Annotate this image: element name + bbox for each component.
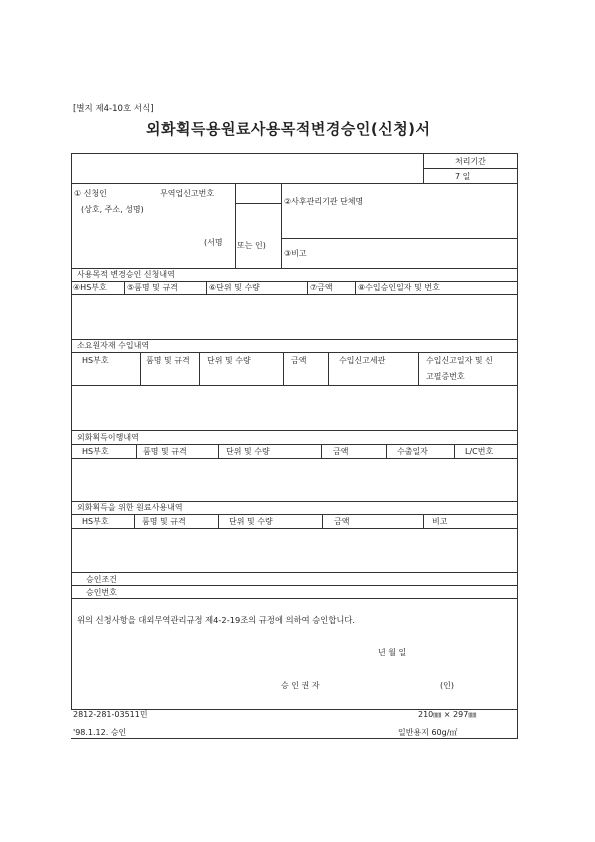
trade-registration-label: 무역업신고번호 [160,189,215,198]
row-line [71,183,518,184]
change-section-heading: 사용목적 변경승인 신청내역 [77,270,175,279]
usage-section-heading: 외화획득을 위한 원료사용내역 [77,503,183,512]
signature-label: (서명 [204,238,223,247]
row-line [71,430,518,431]
processing-period-label: 처리기간 [455,157,486,166]
row-line [71,339,518,340]
performance-col-name: 품명 및 규격 [143,447,187,456]
row-line [71,385,518,386]
change-col-unit: ⑥단위 및 수량 [209,283,260,292]
applicant-sub-label: (상호, 주소, 성명) [81,205,144,214]
applicant-divider [235,183,236,268]
performance-col-hs: HS부호 [82,447,109,456]
performance-col-unit: 단위 및 수량 [226,447,270,456]
approver-label: 승 인 권 자 [281,681,320,690]
change-col-amount: ⑦금액 [310,283,333,292]
processing-row-line [423,168,518,169]
signature-or-seal-label: 또는 인) [237,241,266,250]
paper-size: 210㎜ × 297㎜ [418,710,477,719]
approval-number-label: 승인번호 [86,588,117,597]
row-line [71,572,518,573]
import-col-declaration-1: 수입신고일자 및 신 [426,356,493,365]
import-col-hs: HS부호 [82,356,109,365]
performance-section-heading: 외화획득이행내역 [77,433,139,442]
col-divider [140,352,141,385]
import-section-heading: 소요원자재 수입내역 [77,341,150,350]
usage-col-unit: 단위 및 수량 [229,517,273,526]
change-col-name: ⑤품명 및 규격 [127,283,178,292]
usage-col-name: 품명 및 규격 [142,517,186,526]
col-divider [218,514,219,528]
approval-conditions-label: 승인조건 [86,575,117,584]
import-col-name: 품명 및 규격 [146,356,190,365]
col-divider [199,352,200,385]
col-divider [454,444,455,458]
col-divider [124,281,125,294]
processing-period-value: 7 일 [455,172,471,181]
performance-col-export-date: 수출일자 [397,447,428,456]
row-line [71,598,518,599]
row-line [71,444,518,445]
change-col-approval: ⑧수입승인일자 및 번호 [358,283,440,292]
performance-col-amount: 금액 [333,447,349,456]
form-code: 2812-281-03511민 [73,710,148,719]
row-line [71,281,518,282]
remarks-label: ③비고 [284,249,307,258]
col-divider [423,514,424,528]
row-line [71,528,518,529]
document-title: 외화획득용원료사용목적변경승인(신청)서 [146,120,431,138]
import-col-unit: 단위 및 수량 [207,356,251,365]
performance-col-lc: L/C번호 [465,447,494,456]
applicant-label: ① 신청인 [74,189,107,198]
col-divider [134,514,135,528]
col-divider [136,444,137,458]
usage-col-hs: HS부호 [82,517,109,526]
col-divider [386,444,387,458]
usage-col-amount: 금액 [334,517,350,526]
form-approval-date: '98.1.12. 승인 [73,728,127,737]
import-col-customs: 수입신고세관 [339,356,386,365]
col-divider [328,352,329,385]
import-col-declaration-2: 고필증번호 [426,372,465,381]
col-divider [321,444,322,458]
trade-number-line [235,203,281,204]
post-management-label: ②사후관리기관 단체명 [284,197,364,206]
row-line [71,501,518,502]
col-divider [283,352,284,385]
approver-seal: (인) [440,681,454,690]
form-frame [71,153,518,710]
paper-type: 일반용지 60g/㎡ [398,728,458,737]
footer-right-border [517,709,518,738]
col-divider [206,281,207,294]
approval-date-line: 년 월 일 [378,648,407,657]
row-line [71,294,518,295]
form-number: [별지 제4-10호 서식] [73,104,154,114]
row-line [71,268,518,269]
usage-col-remarks: 비고 [432,517,448,526]
col-divider [307,281,308,294]
footer-bottom-line [71,738,518,739]
row-line [71,458,518,459]
approval-statement: 위의 신청사항을 대외무역관리규정 제4-2-19조의 규정에 의하여 승인합니다. [77,615,355,625]
row-line [71,352,518,353]
col-divider [218,444,219,458]
row-line [71,585,518,586]
col-divider [355,281,356,294]
row-line [71,514,518,515]
applicant-right-divider [281,183,282,268]
change-col-hs: ④HS부호 [73,283,107,292]
import-col-amount: 금액 [291,356,307,365]
col-divider [418,352,419,385]
col-divider [322,514,323,528]
remarks-line [281,238,518,239]
